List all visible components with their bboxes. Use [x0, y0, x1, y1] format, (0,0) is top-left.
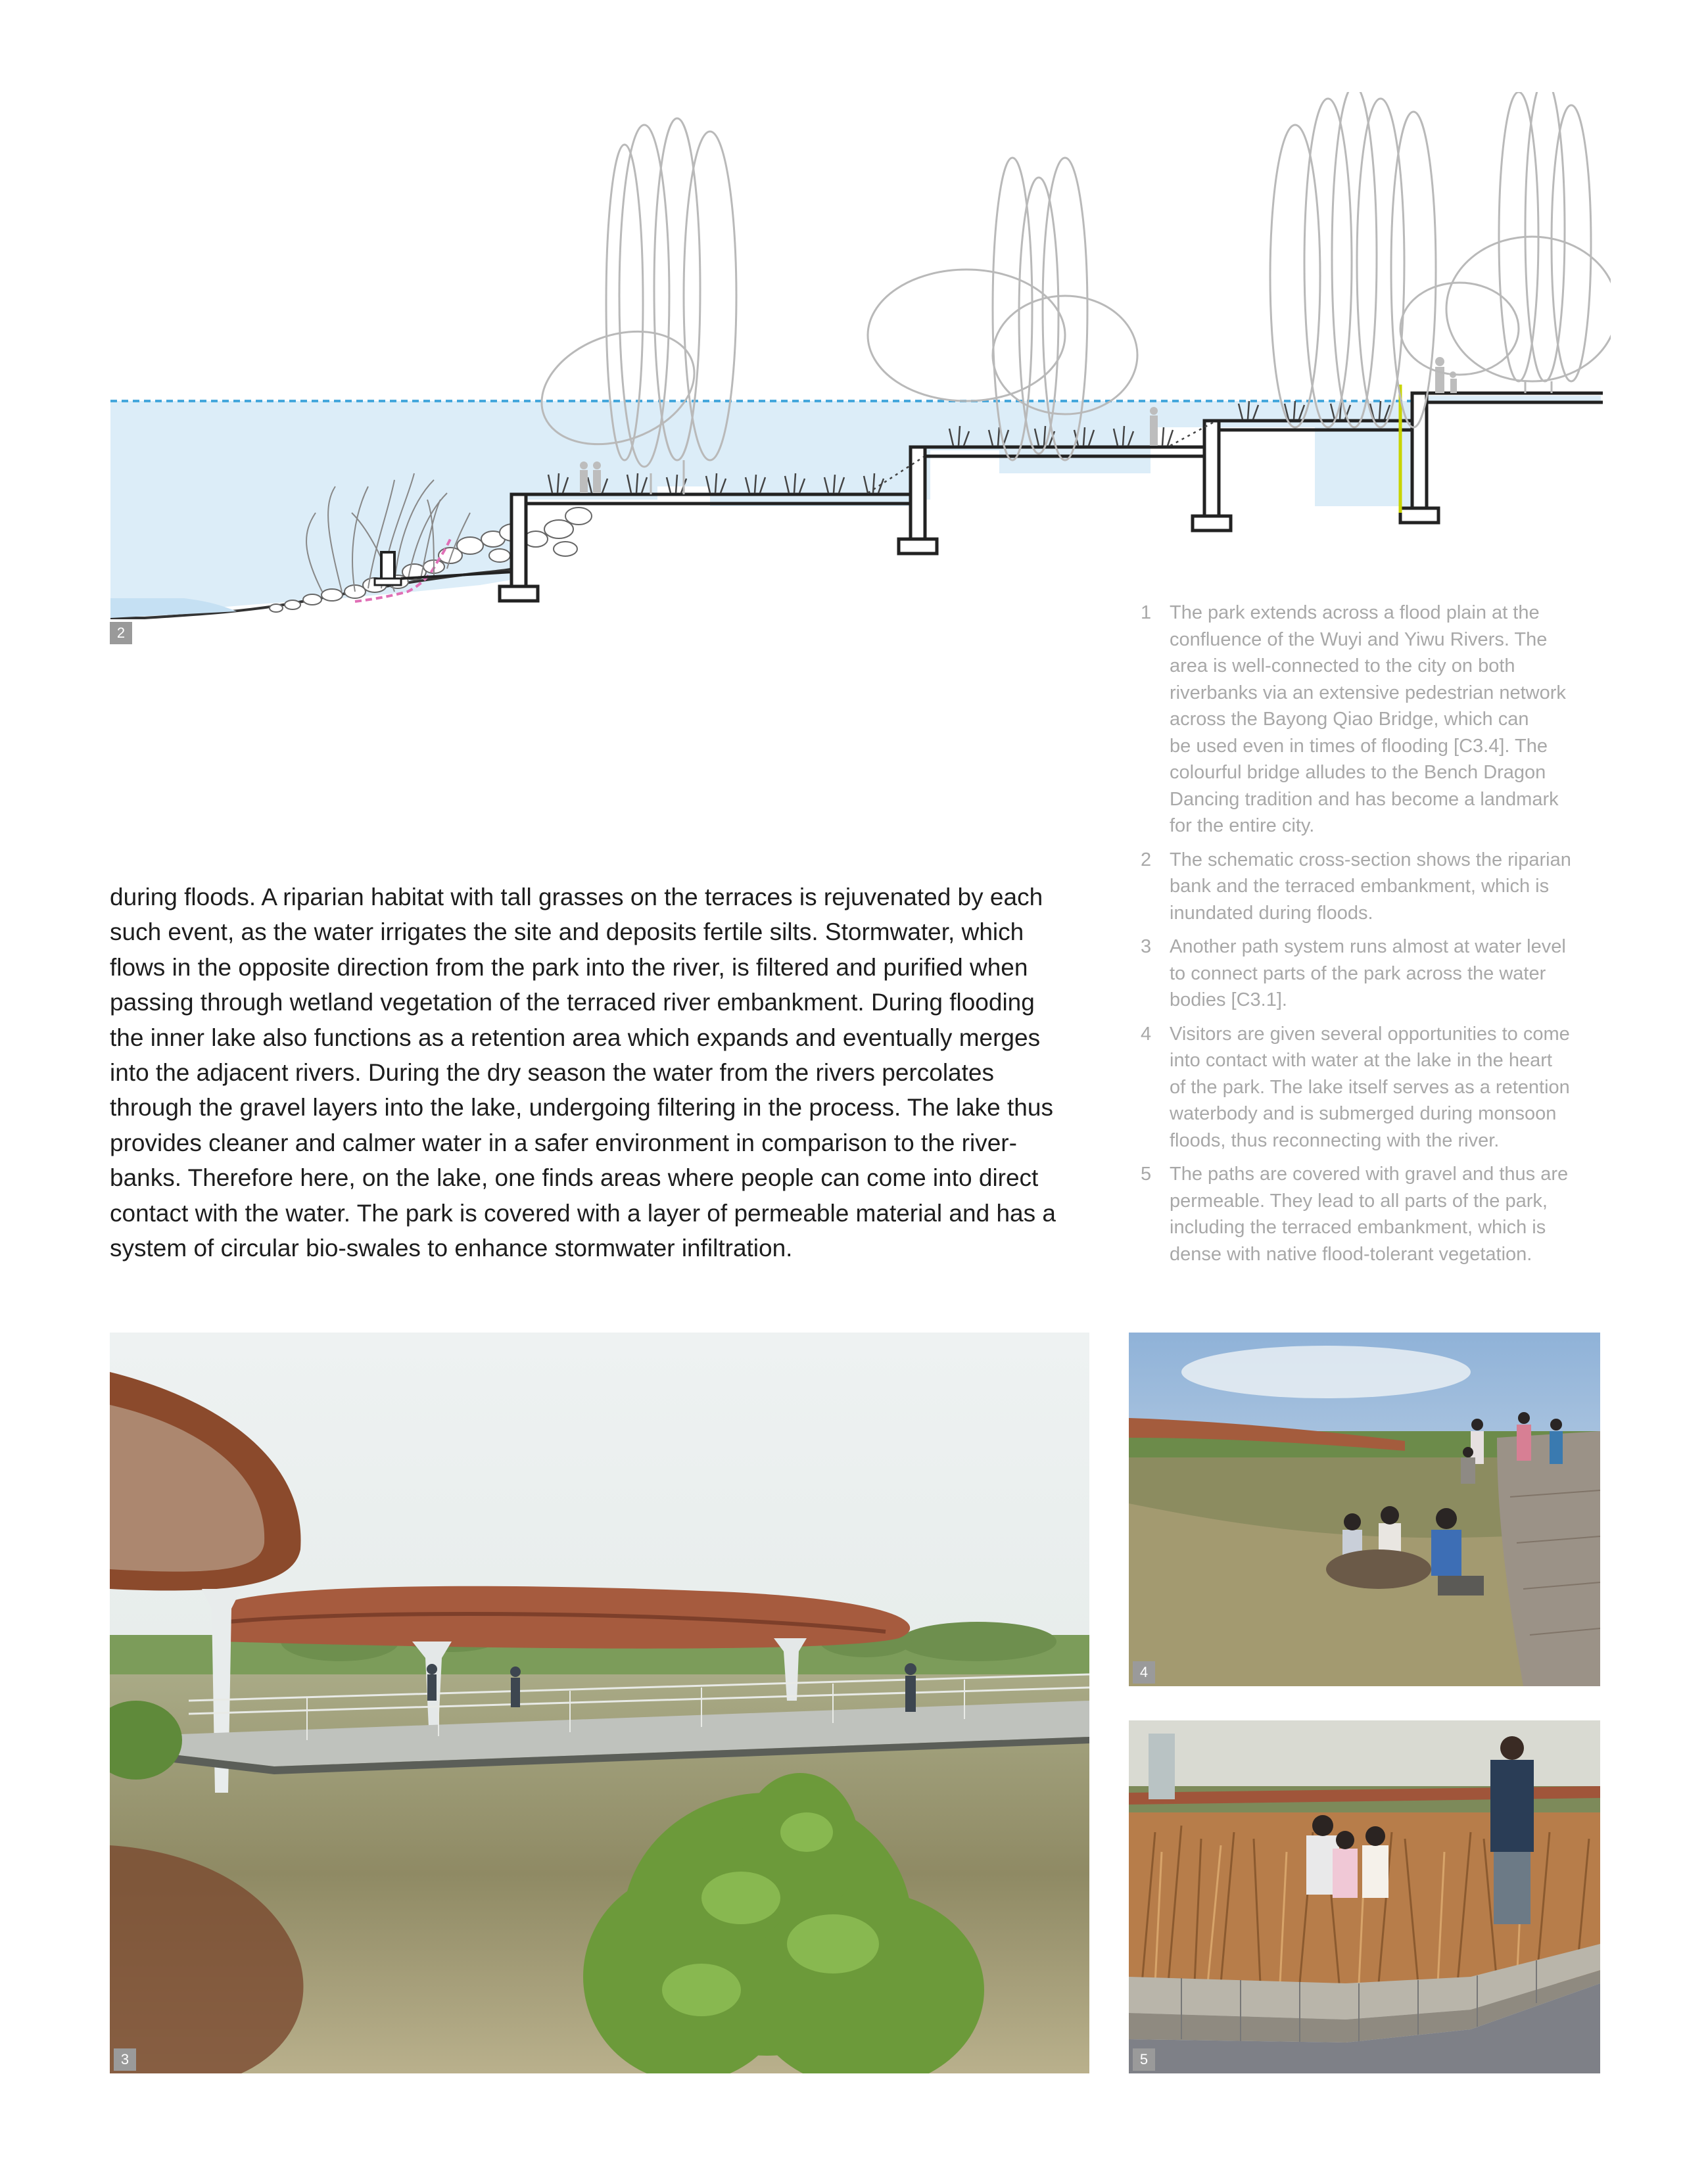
caption-line: colourful bridge alludes to the Bench Dragon — [1170, 762, 1546, 783]
caption-line: inundated during floods. — [1170, 902, 1373, 924]
photo-gravel-path — [1129, 1720, 1600, 2073]
caption-line: Visitors are given several opportunities to come — [1170, 1023, 1570, 1045]
figure-number-4: 4 — [1133, 1661, 1155, 1684]
caption-line: The schematic cross-section shows the riparian — [1170, 849, 1571, 870]
caption-line: Dancing tradition and has become a landmark — [1170, 788, 1559, 810]
body-line: through the gravel layers into the lake, undergoing filtering in the process. The lake thus — [110, 1094, 1053, 1122]
caption-text — [1170, 1161, 1601, 1267]
caption-3 — [1141, 933, 1601, 1014]
caption-number: 5 — [1141, 1164, 1152, 1185]
caption-line: The paths are covered with gravel and thus are — [1170, 1164, 1569, 1185]
body-line: flows in the opposite direction from the park into the river, is filtered and purified when — [110, 953, 1028, 981]
caption-line: floods, thus reconnecting with the river. — [1170, 1129, 1500, 1151]
figure-captions — [1141, 600, 1601, 1275]
figure-number-3: 3 — [114, 2048, 136, 2071]
caption-line: Another path system runs almost at water level — [1170, 936, 1566, 957]
body-line: contact with the water. The park is covered with a layer of permeable material and has a — [110, 1199, 1056, 1227]
caption-text — [1170, 847, 1601, 927]
body-text — [110, 880, 1083, 1265]
caption-5 — [1141, 1161, 1601, 1267]
caption-line: into contact with water at the lake in the heart — [1170, 1050, 1552, 1071]
caption-line: for the entire city. — [1170, 815, 1315, 836]
body-line: provides cleaner and calmer water in a safer environment in comparison to the river- — [110, 1129, 1017, 1156]
caption-line: bodies [C3.1]. — [1170, 989, 1287, 1010]
caption-line: riverbanks via an extensive pedestrian network — [1170, 682, 1566, 703]
caption-number: 1 — [1141, 602, 1152, 623]
figure-number-5: 5 — [1133, 2048, 1155, 2071]
bank-walkway-post — [381, 552, 394, 582]
caption-4 — [1141, 1021, 1601, 1154]
caption-line: across the Bayong Qiao Bridge, which can — [1170, 709, 1529, 730]
body-line: system of circular bio-swales to enhance stormwater infiltration. — [110, 1235, 793, 1262]
caption-line: to connect parts of the park across the water — [1170, 962, 1546, 984]
body-line: such event, as the water irrigates the site and deposits fertile silts. Stormwater, which — [110, 918, 1024, 946]
caption-line: bank and the terraced embankment, which is — [1170, 876, 1550, 897]
caption-line: area is well-connected to the city on both — [1170, 655, 1515, 676]
body-line: banks. Therefore here, on the lake, one finds areas where people can come into direct — [110, 1164, 1039, 1192]
caption-text — [1170, 600, 1601, 839]
caption-number: 3 — [1141, 936, 1152, 957]
caption-number: 4 — [1141, 1023, 1152, 1045]
caption-line: confluence of the Wuyi and Yiwu Rivers. The — [1170, 628, 1548, 650]
caption-number: 2 — [1141, 849, 1152, 870]
caption-text — [1170, 1021, 1601, 1154]
photo-children-at-lake — [1129, 1333, 1600, 1686]
caption-line: of the park. The lake itself serves as a retention — [1170, 1076, 1570, 1098]
cross-section-drawing — [105, 92, 1611, 657]
body-line: into the adjacent rivers. During the dry season the water from the rivers percolates — [110, 1059, 994, 1087]
caption-line: dense with native flood-tolerant vegetation. — [1170, 1243, 1532, 1265]
caption-line: permeable. They lead to all parts of the park, — [1170, 1190, 1548, 1212]
body-line: the inner lake also functions as a retention area which expands and eventually merges — [110, 1024, 1041, 1051]
caption-1 — [1141, 600, 1601, 839]
body-line: passing through wetland vegetation of the terraced river embankment. During flooding — [110, 989, 1035, 1016]
caption-text — [1170, 933, 1601, 1014]
caption-line: including the terraced embankment, which is — [1170, 1217, 1546, 1238]
figure-number-2: 2 — [110, 622, 132, 644]
photo-lake-bridge — [110, 1333, 1089, 2073]
bank-walkway-footing — [375, 579, 401, 585]
caption-2 — [1141, 847, 1601, 927]
caption-line: be used even in times of flooding [C3.4]. The — [1170, 735, 1548, 757]
caption-line: waterbody and is submerged during monsoon — [1170, 1103, 1557, 1124]
body-line: during floods. A riparian habitat with tall grasses on the terraces is rejuvenated by each — [110, 884, 1043, 910]
caption-line: The park extends across a flood plain at the — [1170, 602, 1540, 623]
